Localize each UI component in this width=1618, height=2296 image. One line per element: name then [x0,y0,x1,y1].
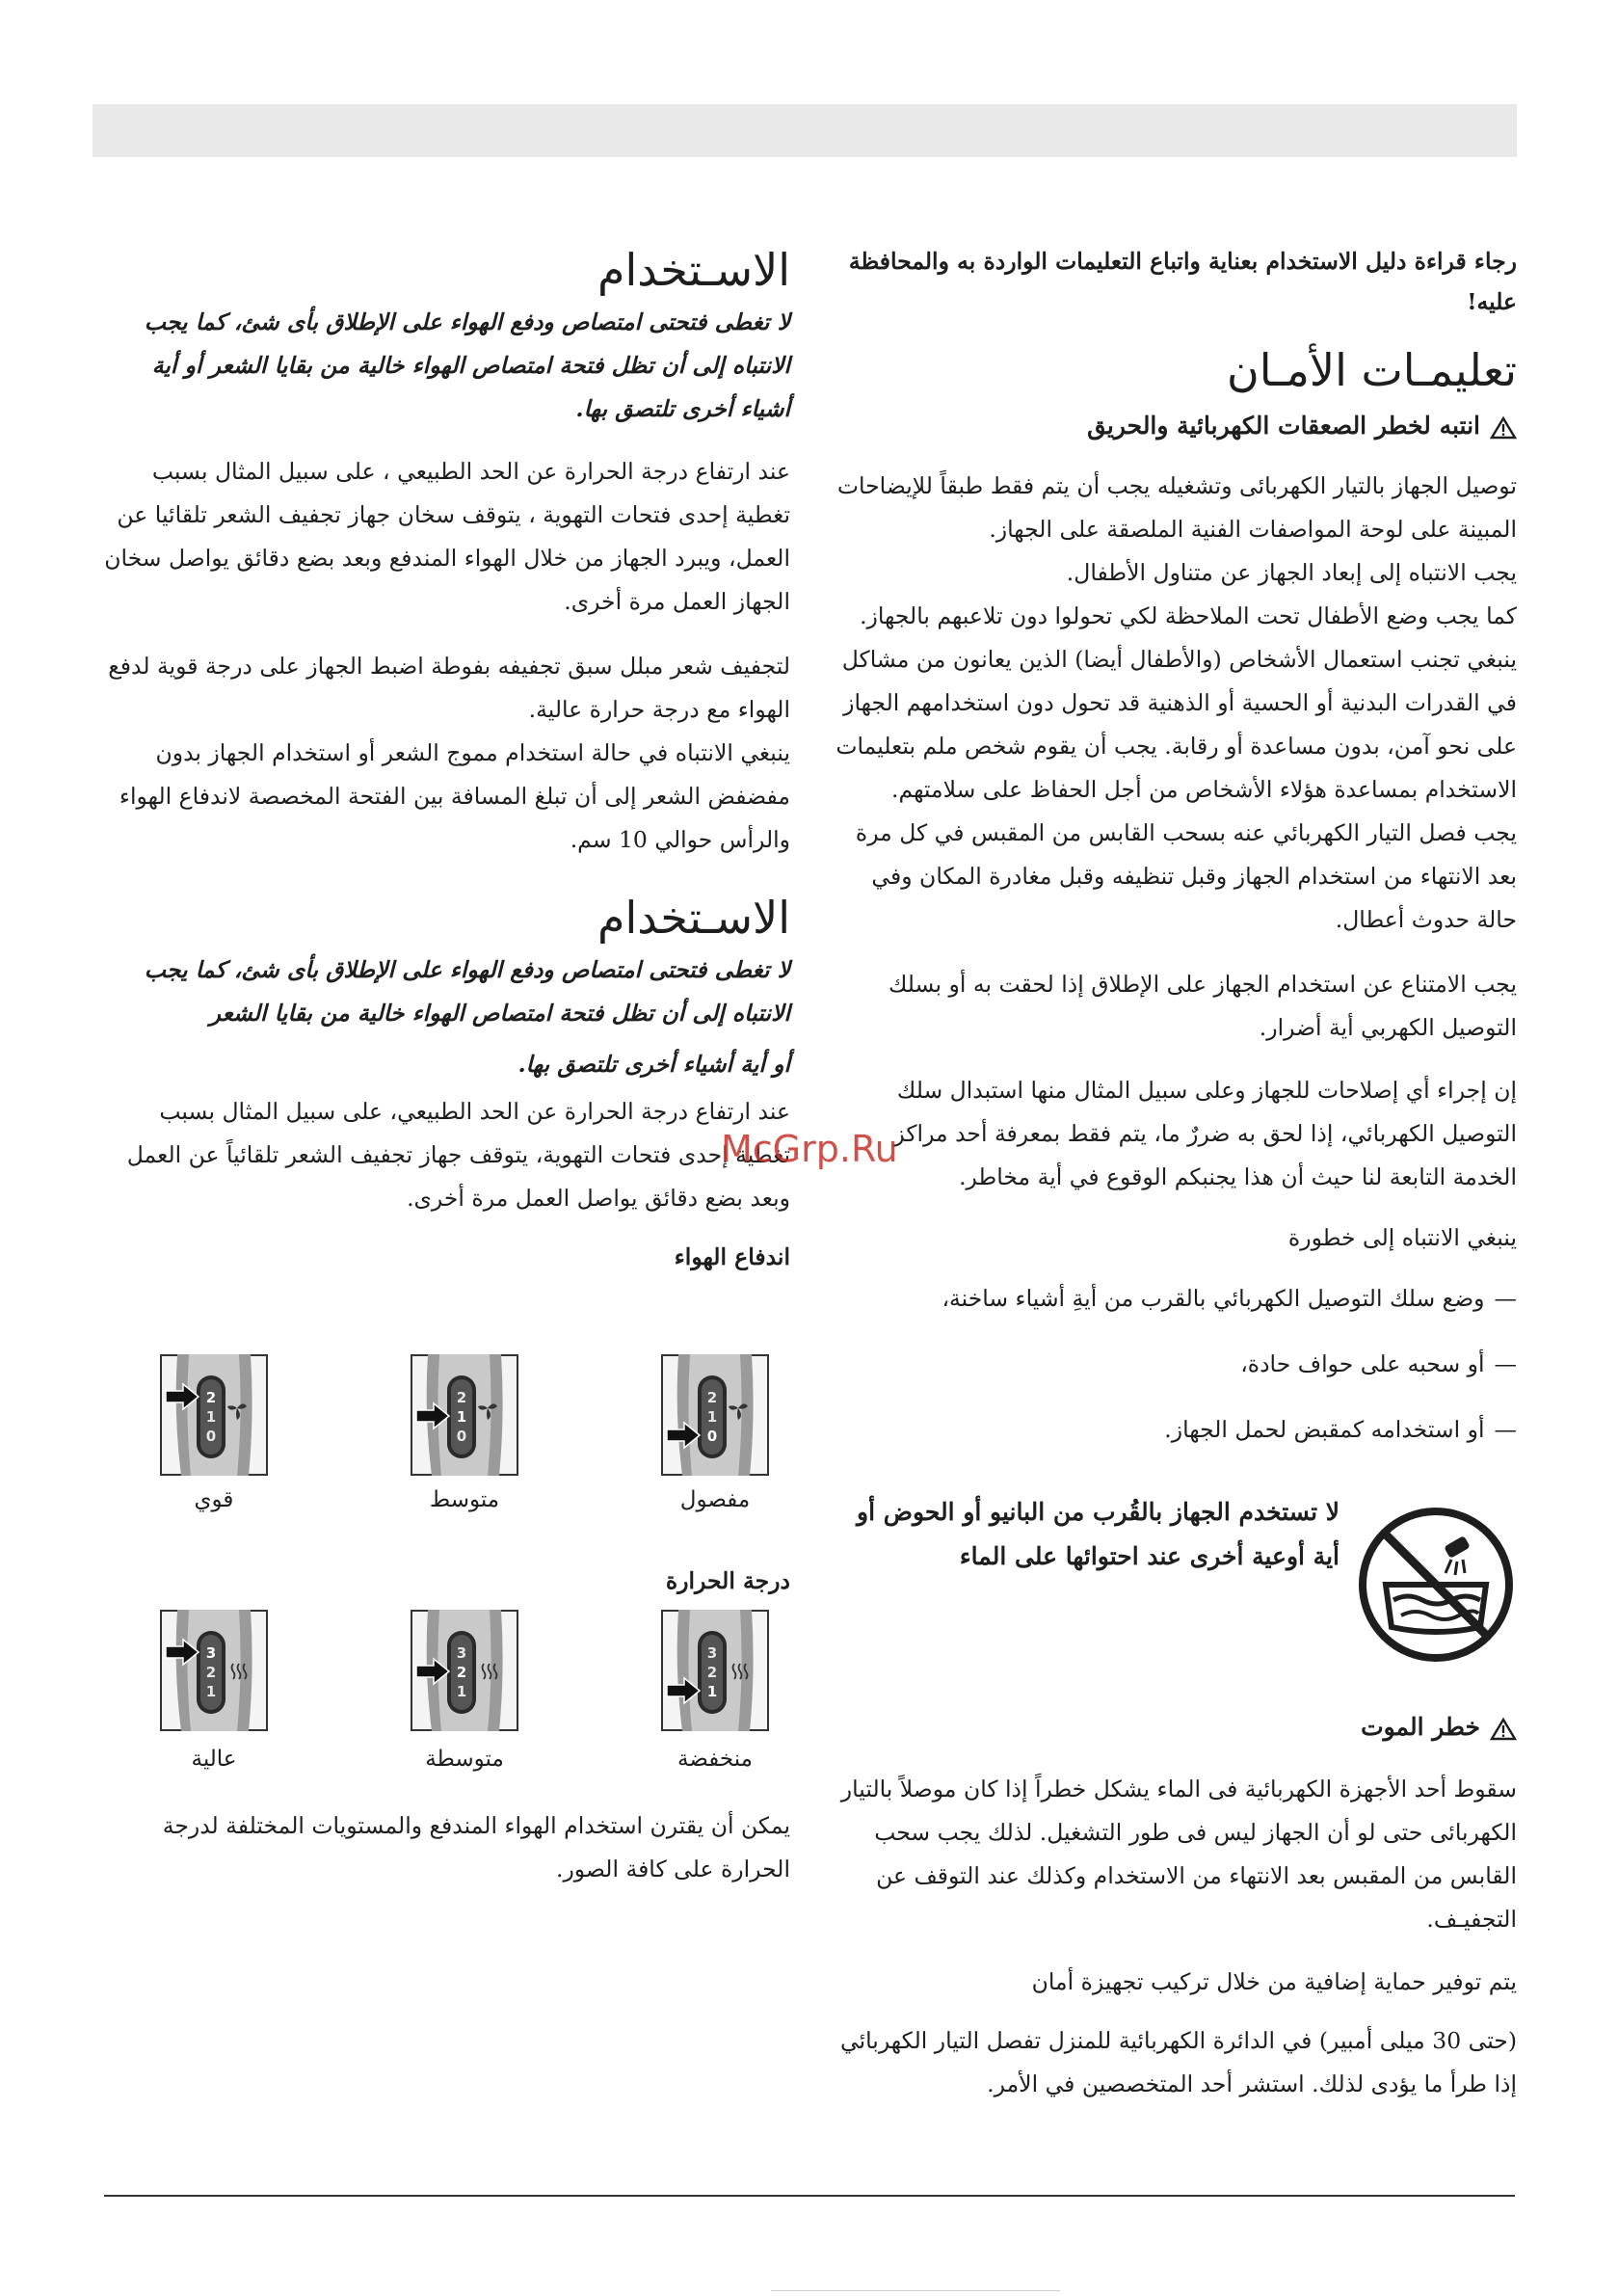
switch-scale-number: 2 [456,1389,467,1406]
switch-scale-number: 1 [205,1408,217,1426]
heat-heading-wrap [104,1560,790,1603]
shock-paragraphs [831,465,1517,942]
usage-warning-2-end: أو أية أشياء أخرى تلتصق بها. [517,1051,790,1078]
list-item: —أو استخدامه كمقبض لحمل الجهاز. [1164,1416,1517,1443]
safety-column [831,241,1517,1462]
switch-scale-number: 3 [706,1644,718,1662]
paragraph: يجب الانتباه إلى إبعاد الجهاز عن متناول الأطفال. [1066,559,1517,586]
watermark: McGrp.Ru [721,1128,898,1170]
switch-scale-number: 2 [205,1389,217,1406]
overheat-paragraph-1: عند ارتفاع درجة الحرارة عن الحد الطبيعي ، على سبيل المثال بسبب تغطية إحدى فتحات التهوية ، يتوقف سخان جهاز تجفيف الشعر تلقائيا عن العمل، ويبرد الجهاز من خلال الهواء المندفع وبعد بضع دقائق يواصل سخان الجهاز العمل مرة أخرى. [104,458,790,615]
usage-column [104,239,790,1279]
airflow-switch-figure [160,1354,268,1476]
airflow-switch-figure [411,1354,518,1476]
intro-text: رجاء قراءة دليل الاستخدام بعناية واتباع التعليمات الواردة به والمحافظة عليه! [848,248,1517,315]
switch-setting-label: قوي [194,1487,234,1512]
danger-list [831,1266,1517,1462]
switch-scale-number: 2 [456,1664,467,1681]
safety-heading: تعليمـات الأمـان [1226,344,1517,396]
paragraph: يجب فصل التيار الكهربائي عنه بسحب القابس من المقبس في كل مرة بعد الانتهاء من استخدام الجهاز وقبل تنظيفه وقبل مغادرة المكان وفي حالة حدوث أعطال. [855,819,1517,933]
list-item: —وضع سلك التوصيل الكهربائي بالقرب من أيةِ أشياء ساخنة، [942,1285,1517,1312]
towel-paragraph: لتجفيف شعر مبلل سبق تجفيفه بفوطة اضبط الجهاز على درجة قوية لدفع الهواء مع درجة حرارة عالية. [108,653,790,723]
switch-scale-number: 2 [205,1664,217,1681]
list-item: —أو سحبه على حواف حادة، [1240,1350,1517,1377]
heat-switch-figure [661,1610,769,1731]
switch-scale-number: 0 [205,1428,217,1445]
rcd-paragraph-1: يتم توفير حماية إضافية من خلال تركيب تجهيزة أمان [1031,1968,1517,1995]
switch-scale-number: 1 [205,1683,217,1700]
warning-icon [1490,416,1517,440]
combine-wrap [104,1804,790,1891]
switch-scale-number: 3 [205,1644,217,1662]
paragraph: توصيل الجهاز بالتيار الكهربائى وتشغيله يجب أن يتم فقط طبقاً للإيضاحات المبينة على لوحة المواصفات الفنية الملصقة على الجهاز. [836,472,1517,543]
damaged-paragraph: يجب الامتناع عن استخدام الجهاز على الإطلاق إذا لحقت به أو بسلك التوصيل الكهربي أية أضرار. [888,971,1517,1041]
airflow-switch-figure [661,1354,769,1476]
switch-scale-number: 0 [456,1428,467,1445]
danger-intro: ينبغي الانتباه إلى خطورة [1287,1224,1517,1251]
death-section [831,1706,1517,2106]
switch-scale-number: 2 [706,1389,718,1406]
warning-icon [1490,1718,1517,1741]
switch-scale-number: 2 [706,1664,718,1681]
header-bar [93,104,1517,157]
heat-switch-figure [160,1610,268,1731]
no-water-text: لا تستخدم الجهاز بالقُرب من البانيو أو الحوض أو أية أوعية أخرى عند احتوائها على الماء [857,1498,1339,1570]
airflow-heading: اندفاع الهواء [674,1243,790,1270]
heat-heading: درجة الحرارة [665,1567,790,1594]
usage-warning-1: لا تغطى فتحتى امتصاص ودفع الهواء على الإطلاق بأى شئ، كما يجب الانتباه إلى أن تظل فتحة امتصاص الهواء خالية من بقايا الشعر أو أية أشياء أخرى تلتصق بها. [144,308,790,422]
switch-setting-label: مفصول [679,1487,751,1512]
no-bathtub-icon [1355,1504,1517,1666]
switch-scale-number: 3 [456,1644,467,1662]
rcd-paragraph-2: (حتى 30 ميلى أمبير) في الدائرة الكهربائية للمنزل تفصل التيار الكهربائي إذا طرأ ما يؤدى لذلك. استشر أحد المتخصصين في الأمر. [840,2027,1517,2097]
usage-heading-1: الاسـتخدام [597,244,790,296]
shock-heading-text: انتبه لخطر الصعقات الكهربائية والحريق [1087,412,1480,440]
switch-setting-label: منخفضة [676,1747,754,1772]
repairs-paragraph: إن إجراء أي إصلاحات للجهاز وعلى سبيل المثال منها استبدال سلك التوصيل الكهربائي، إذا لحق به ضررٌ ما، يتم فقط بمعرفة أحد مراكز الخدمة التابعة لنا حيث أن هذا يجنبكم الوقوع في أية مخاطر. [893,1077,1517,1190]
death-heading [831,1706,1517,1749]
paragraph: كما يجب وضع الأطفال تحت الملاحظة لكي تحولوا دون تلاعبهم بالجهاز. [860,602,1517,629]
overheat-paragraph-2: عند ارتفاع درجة الحرارة عن الحد الطبيعي، على سبيل المثال بسبب تغطية إحدى فتحات التهوية، يتوقف جهاز تجفيف الشعر تلقائياً عن العمل وبعد بضع دقائق يواصل العمل مرة أخرى. [126,1098,790,1212]
usage-warning-2: لا تغطى فتحتى امتصاص ودفع الهواء على الإطلاق بأى شئ، كما يجب الانتباه إلى أن تظل فتحة امتصاص الهواء خالية من بقايا الشعر [144,956,790,1027]
combine-paragraph: يمكن أن يقترن استخدام الهواء المندفع والمستويات المختلفة لدرجة الحرارة على كافة الصور. [162,1812,790,1882]
switch-scale-number: 0 [706,1428,718,1445]
paragraph: ينبغي تجنب استعمال الأشخاص (والأطفال أيضا) الذين يعانون من مشاكل في القدرات البدنية أو الحسية أو الذهنية قد تحول دون استخدامهم الجهاز على نحو آمن، بدون مساعدة أو رقابة. يجب أن يقوم شخص ملم بتعليمات الاستخدام بمساعدة هؤلاء الأشخاص من أجل الحفاظ على سلامتهم. [836,646,1517,803]
switch-setting-label: متوسط [429,1487,500,1512]
switch-scale-number: 1 [456,1683,467,1700]
no-water-warning [848,1490,1339,1579]
switch-setting-label: عالية [191,1747,237,1772]
death-paragraph: سقوط أحد الأجهزة الكهربائية فى الماء يشكل خطراً إذا كان موصلاً بالتيار الكهربائى حتى لو أن الجهاز ليس فى طور التشغيل. لذلك يجب سحب القابس من المقبس بعد الانتهاء من الاستخدام وكذلك عند التوقف عن التجفيـف. [840,1775,1517,1933]
shock-heading [831,405,1517,447]
death-heading-text: خطر الموت [1361,1713,1480,1741]
switch-scale-number: 1 [706,1683,718,1700]
distance-paragraph: ينبغي الانتباه في حالة استخدام مموج الشعر أو استخدام الجهاز بدون مفضفض الشعر إلى أن تبلغ المسافة بين الفتحة المخصصة لاندفاع الهواء والرأس حوالي 10 سم. [119,739,790,853]
footer-rule [104,2195,1515,2197]
switch-scale-number: 1 [706,1408,718,1426]
switch-setting-label: متوسطة [425,1747,504,1772]
switch-scale-number: 1 [456,1408,467,1426]
heat-switch-figure [411,1610,518,1731]
footer-faint-line [771,2290,1060,2291]
usage-heading-2: الاسـتخدام [597,892,790,944]
